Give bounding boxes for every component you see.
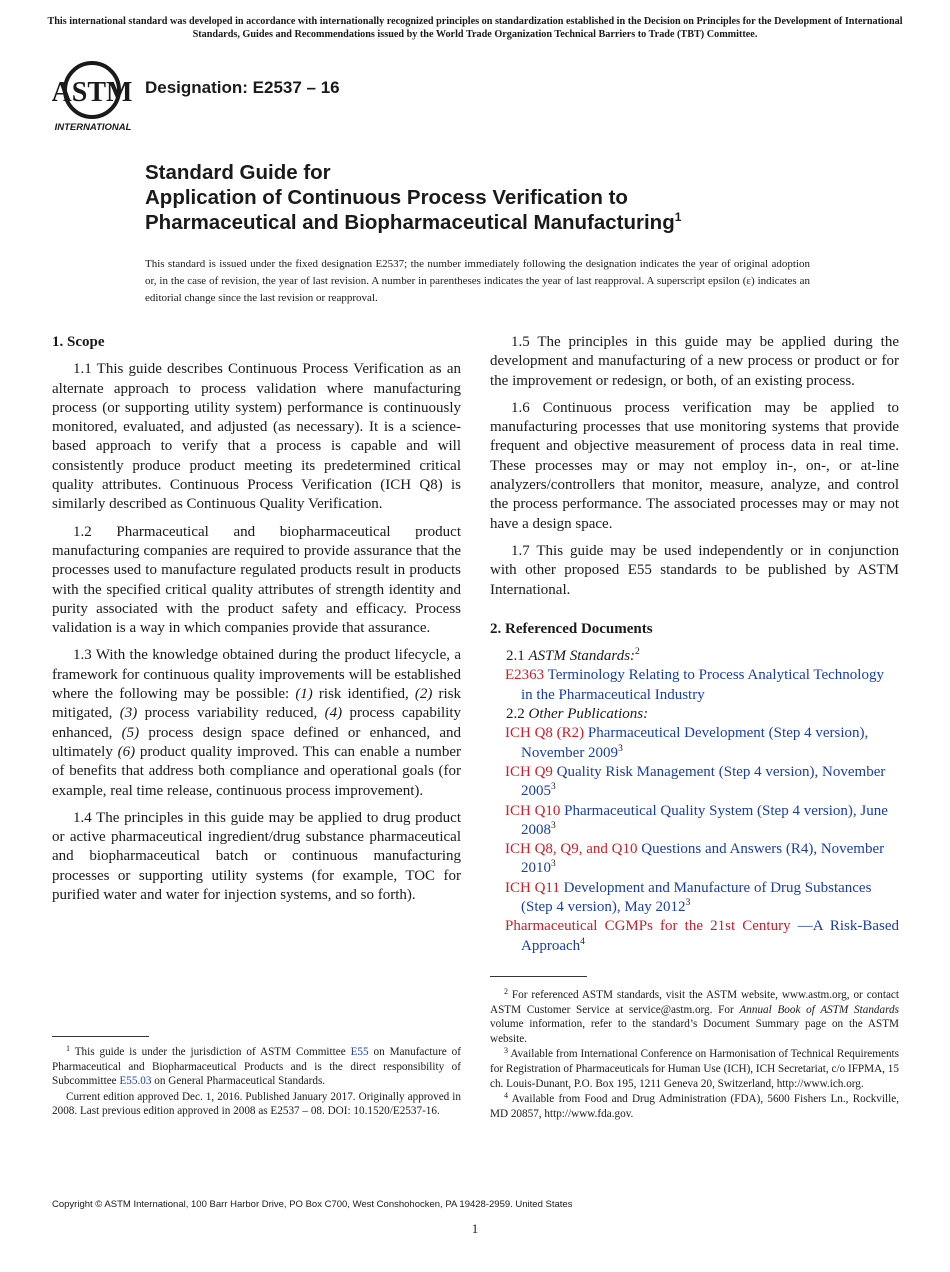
footnote-text: For referenced ASTM standards, visit the ASTM website, www.astm.org, or contact ASTM Customer Service at service@astm.org. For [490,989,899,1016]
paragraph-1-2: 1.2 Pharmaceutical and biopharmaceutical product manufacturing companies are required to provide assurance that the processes used to manufacture regulated products result in products with the specified critical quality attributes of strength identity and purity associated with the product safety and efficacy. Process validation is a way in which companies provide that assurance. [52,523,461,637]
p13-num: (5) [121,724,140,741]
reference-title-link[interactable]: Pharmaceutical Development (Step 4 version), November 2009 [521,725,869,761]
reference-title-link[interactable]: Development and Manufacture of Drug Substances (Step 4 version), May 2012 [521,879,872,916]
subcommittee-link[interactable]: E55.03 [119,1075,152,1088]
reference-title-link[interactable]: Terminology Relating to Process Analytical Technology in the Pharmaceutical Industry [521,667,884,703]
p13-text: 1.3 With the knowledge obtained during the product lifecycle, a framework for continuous quality improvements will be established where the following may be possible: [52,647,461,703]
reference-item[interactable] [490,879,899,918]
document-title [145,160,865,235]
footnote-mark: 4 [504,1091,508,1101]
committee-link[interactable]: E55 [350,1046,369,1058]
section-2-heading: 2. Referenced Documents [490,620,653,637]
footnote-text: Available from Food and Drug Administration (FDA), 5600 Fishers Ln., Rockville, MD 20857, http://www.fda.gov. [490,1093,899,1120]
paragraph-1-5: 1.5 The principles in this guide may be applied during the development and manufacturing of a new process or product or for the improvement or redesign, or both, of an existing process. [490,334,899,389]
page-number: 1 [471,1221,479,1236]
title-footnote-mark: 1 [674,210,682,224]
footnote-mark: 3 [551,782,556,793]
astm-logo [52,56,136,134]
footnote-mark: 3 [685,898,691,909]
p13-text: risk mitigated, [52,686,462,722]
reference-item[interactable] [490,666,899,705]
footnote-3 [490,1047,899,1091]
p13-text: product quality improved. This can enable a number of benefits that address both compliance and operational goals (for example, real time release, continuous process improvement). [52,743,461,799]
title-line-3 [145,210,865,235]
footnote-mark: 3 [551,820,556,831]
footnote-text: on General Pharmaceutical Standards. [151,1075,326,1088]
reference-code[interactable]: ICH Q8 (R2) [505,725,585,742]
subsection-number: 2.1 [506,648,529,665]
right-column [490,333,899,956]
footnote-mark: 2 [504,987,508,996]
paragraph-1-1: 1.1 This guide describes Continuous Process Verification as an alternate approach to process validation where manufacturing process (or supporting utility system) performance is continuously monitored, evaluated, and adjusted (as necessary). It is a science-based approach to verify that a process is capable and will consistently produce product meeting its predetermined critical quality attributes. Continuous Process Verification (ICH Q8) is similarly described as Continuous Quality Verification. [52,361,461,513]
p13-text: process variability reduced, [137,705,325,722]
footnote-1 [52,1045,461,1089]
footnote-divider [52,1036,149,1037]
reference-code[interactable]: ICH Q10 [505,802,561,819]
p13-text: process capability enhanced, [52,705,461,741]
footnotes-right [490,988,899,1122]
reference-item[interactable] [490,917,899,956]
footnote-text: Available from International Conference on Harmonisation of Technical Requirements for Registration of Pharmaceuticals for Human Use (ICH), ICH Secretariat, c/o IFPMA, 15 ch. Louis-Dunant, P.O. Box 195, 1211 Geneva 20, Switzerland, http://www.ich.org. [490,1048,899,1090]
subsection-label: ASTM Standards: [528,648,636,665]
subsection-2-1 [490,647,899,666]
logo-caption: INTERNATIONAL [54,122,132,133]
footnote-mark: 3 [618,743,623,754]
footnote-mark: 2 [635,647,640,658]
reference-item[interactable] [490,763,899,802]
reference-code[interactable]: E2363 [505,667,545,684]
paragraph-1-4: 1.4 The principles in this guide may be applied to drug product or active pharmaceutical ingredient/drug substance pharmaceutical and biopharmaceutical batch or continuous manufacturing processes or supporting utility systems (for example, TOC for purified water and water for injection systems, and so forth). [52,809,461,904]
section-1-heading: 1. Scope [52,334,105,350]
reference-title-link[interactable]: Questions and Answers (R4), November 2010 [521,841,885,877]
footnote-divider [490,976,587,977]
footnote-text: volume information, refer to the standard’s Document Summary page on the ASTM website. [490,1018,899,1045]
reference-item[interactable] [490,724,899,763]
paragraph-1-7: 1.7 This guide may be used independently or in conjunction with other proposed E55 standards to be published by ASTM International. [490,542,899,598]
subsection-number: 2.2 [506,706,529,723]
reference-item[interactable] [490,802,899,841]
title-line-2: Application of Continuous Process Verification to [145,186,628,209]
subsection-2-2 [490,705,899,724]
designation: Designation: E2537 – 16 [145,78,340,97]
footnote-4 [490,1092,899,1121]
footnote-1-edition: Current edition approved Dec. 1, 2016. Published January 2017. Originally approved in 2008. Last previous edition approved in 2008 as E2537 – 08. DOI: 10.1520/E2537-16. [52,1090,461,1118]
footnote-mark: 3 [504,1046,508,1056]
footnote-mark: 4 [580,936,585,947]
copyright-notice: Copyright © ASTM International, 100 Barr Harbor Drive, PO Box C700, West Conshohocken, PA 19428-2959. United States [52,1199,573,1210]
reference-title-link[interactable]: —A Risk-Based Approach [521,918,899,954]
reference-code[interactable]: ICH Q11 [505,879,560,896]
reference-title-link[interactable]: Quality Risk Management (Step 4 version), November 2005 [521,763,886,800]
reference-code[interactable]: ICH Q9 [505,763,553,780]
p13-num: (2) [414,686,433,703]
p13-text: process design space defined or enhanced, and ultimately [52,724,461,760]
footnote-mark: 1 [66,1044,70,1053]
reference-title-link[interactable]: Pharmaceutical Quality System (Step 4 version), June 2008 [521,802,888,838]
footnote-mark: 3 [551,859,556,870]
p13-num: (1) [295,686,313,703]
footnote-italic: Annual Book of ASTM Standards [739,1003,899,1016]
subsection-label: Other Publications: [528,706,649,723]
wto-notice: This international standard was developed in accordance with internationally recognized principles on standardization established in the Decision on Principles for the Development of International Standards, Guides and Recommendations issued by the World Trade Organization Technical Barriers to Trade (TBT) Committee. [47,16,903,40]
p13-text: risk identified, [312,686,415,703]
left-column [52,333,461,913]
reference-code[interactable]: ICH Q8, Q9, and Q10 [505,841,638,858]
footnote-text: on Manufacture of Pharmaceutical and Biopharmaceutical Products and is the direct responsibility of Subcommittee [52,1046,461,1088]
footnotes-left [52,1045,461,1120]
logo-mark: ASTM [52,77,133,108]
p13-num: (3) [119,705,138,722]
paragraph-1-3 [52,646,461,800]
reference-code[interactable]: Pharmaceutical CGMPs for the 21st Century [505,918,791,935]
footnote-text: This guide is under the jurisdiction of ASTM Committee [74,1046,351,1058]
footnote-2 [490,988,899,1046]
p13-num: (4) [324,705,343,722]
reference-item[interactable] [490,840,899,879]
issuance-statement: This standard is issued under the fixed designation E2537; the number immediately following the designation indicates the year of original adoption or, in the case of revision, the year of last revision. A number in parentheses indicates the year of last reapproval. A superscript epsilon (ε) indicates an editorial change since the last revision or reapproval. [145,258,810,304]
p13-num: (6) [117,743,136,760]
paragraph-1-6: 1.6 Continuous process verification may be applied to manufacturing processes that use monitoring systems that provide frequent and objective measurement of process data in real time. These processes may or may not employ in-, on-, or at-line analyzers/controllers that monitor, measure, analyze, and control the process performance. The associated processes may or may not have a design space. [490,399,899,532]
title-line-3-text: Pharmaceutical and Biopharmaceutical Manufacturing [145,211,675,234]
title-line-1: Standard Guide for [145,161,331,184]
